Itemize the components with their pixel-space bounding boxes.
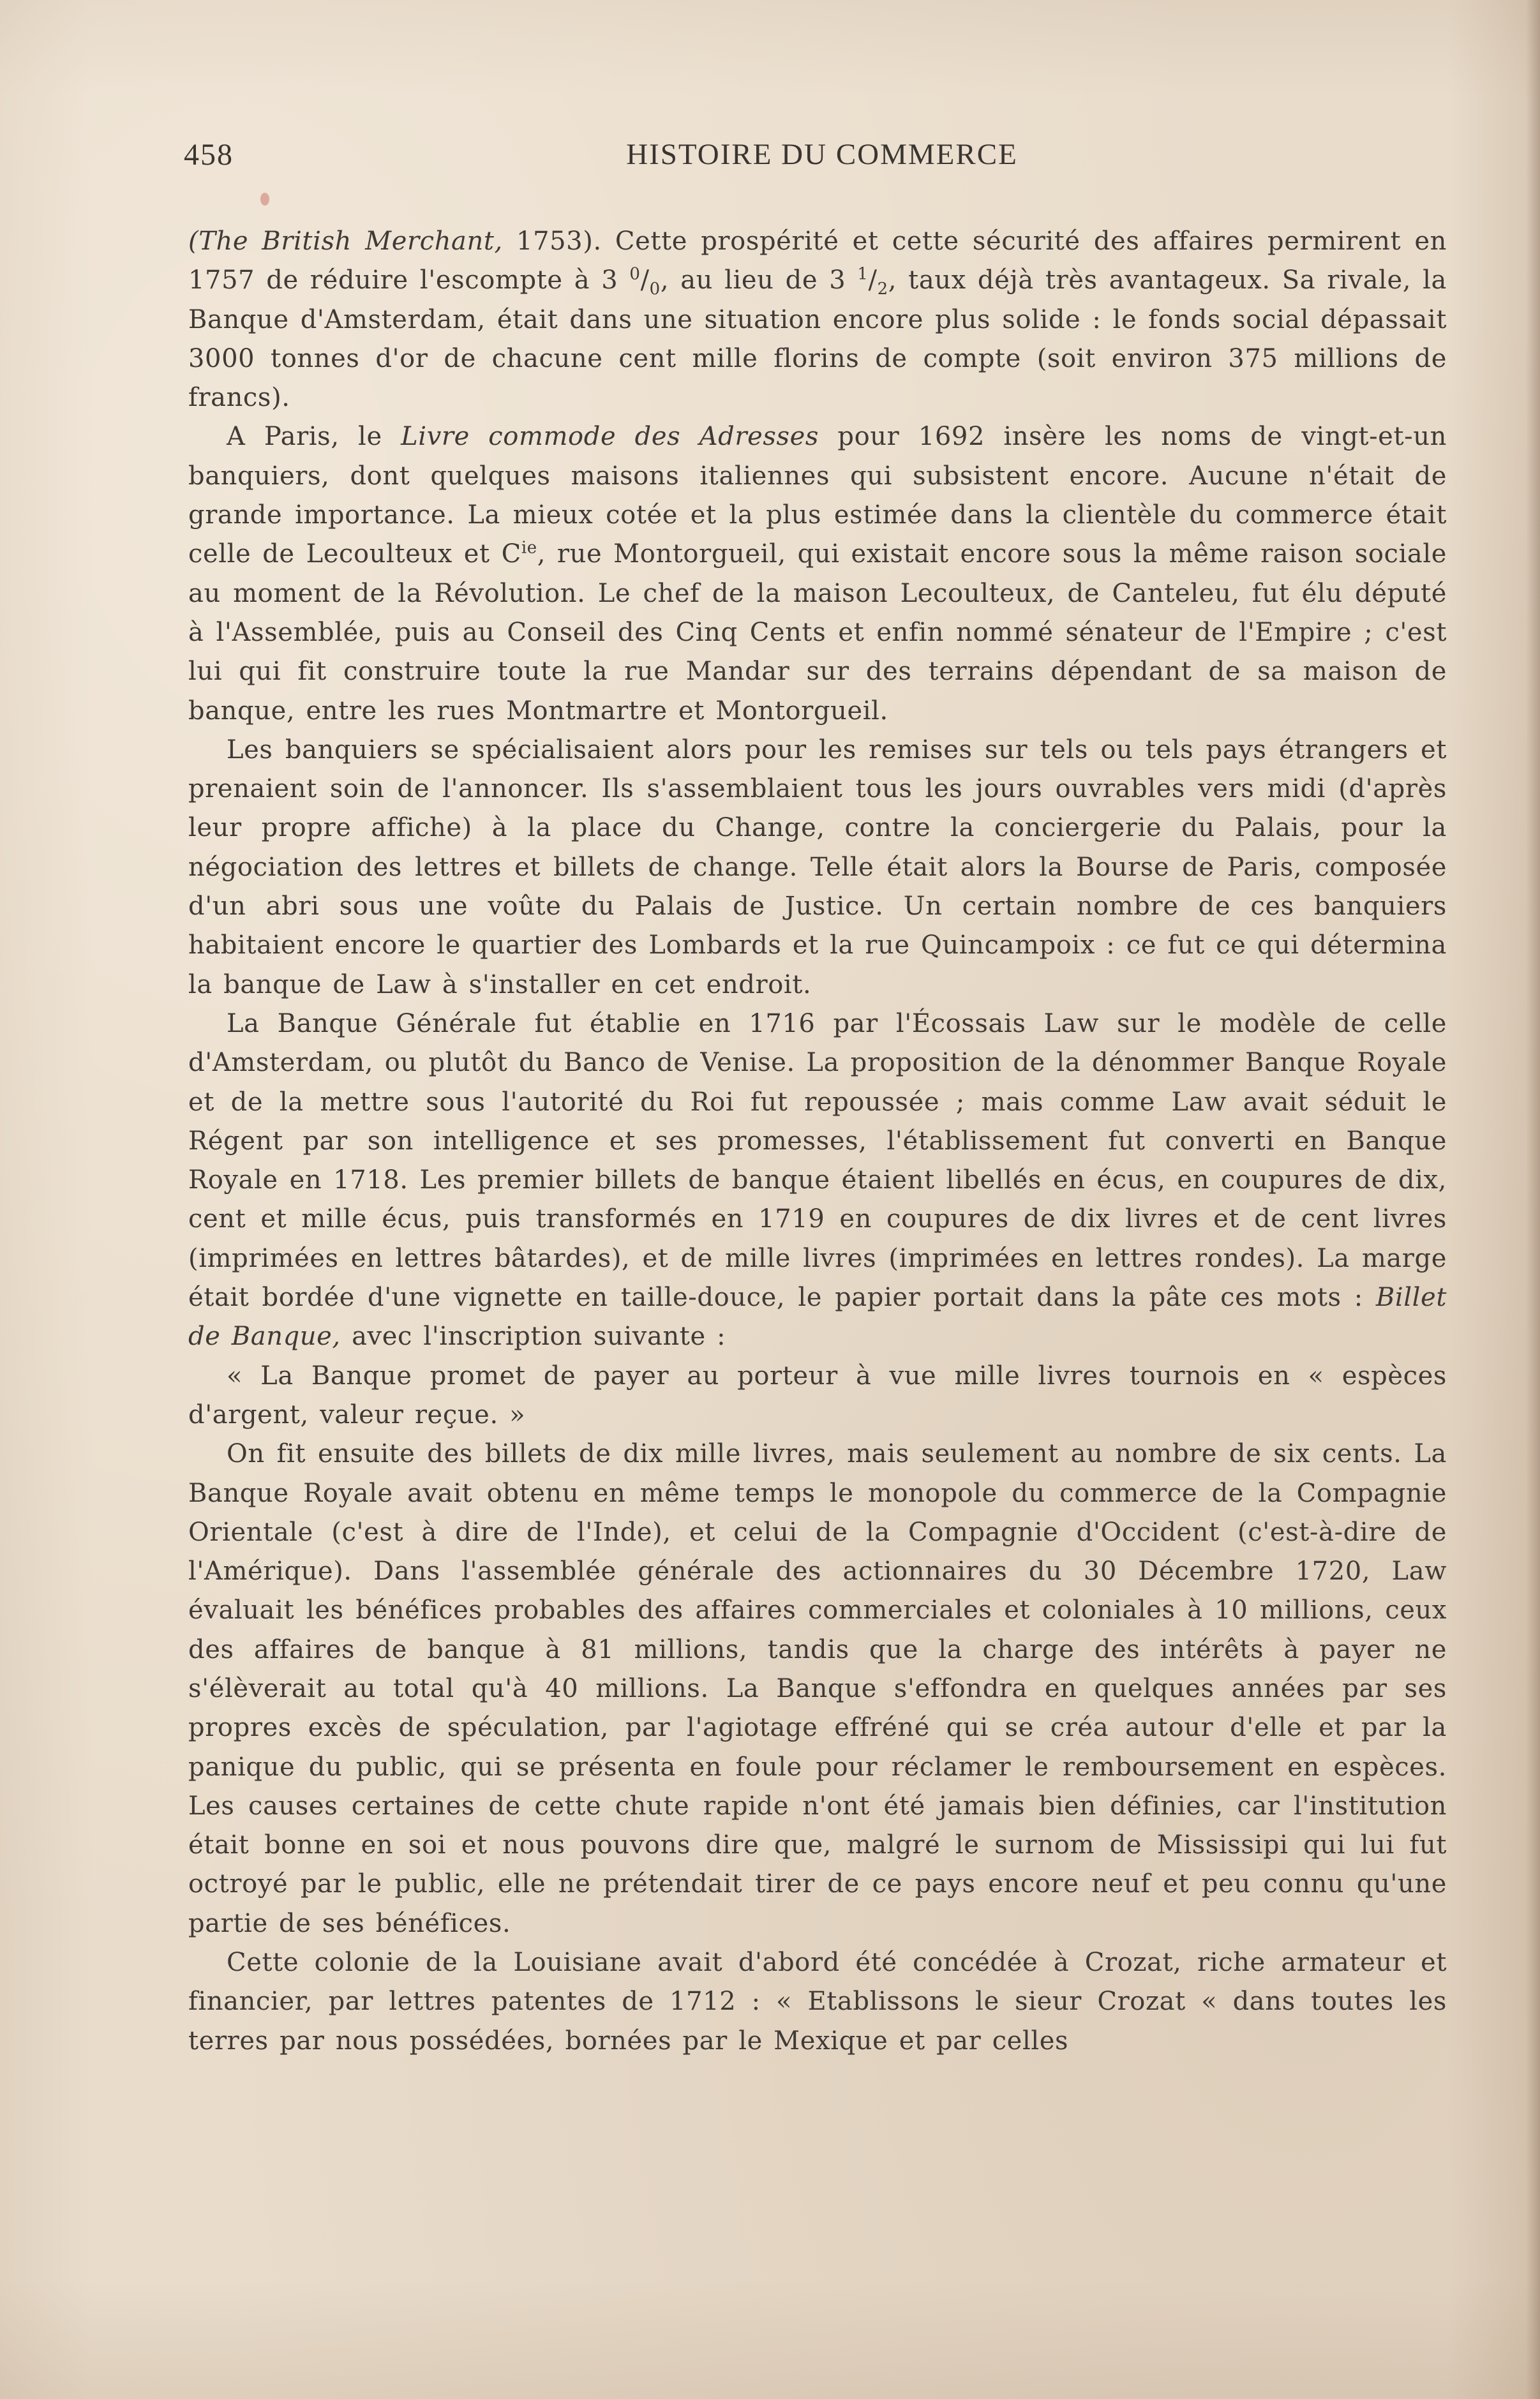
italic-title: Livre commode des Adresses [401, 422, 819, 452]
paragraph-p2 [188, 417, 1447, 730]
text-run: Cette colonie de la Louisiane avait d'abord été concédée à Crozat, riche armateur et financier, par lettres patentes de 1712 : « Etablissons le sieur Crozat « dans toutes les terres par nous possédées, bornées par le Mexique et par celles [188, 1948, 1447, 2056]
text-run: 0 [629, 264, 641, 284]
text-run: A Paris, le [227, 422, 401, 452]
italic-title: Billet de Banque, [188, 1283, 1447, 1352]
paragraph-p3 [188, 731, 1447, 1005]
running-head: HISTOIRE DU COMMERCE [626, 138, 1018, 171]
text-run: 1 [857, 264, 869, 284]
italic-title: (The British Merchant, [188, 227, 503, 256]
paragraph-p5 [188, 1357, 1447, 1435]
paragraph-p4 [188, 1005, 1447, 1357]
paragraph-p7 [188, 1943, 1447, 2061]
text-run: / [640, 265, 650, 295]
text-run: , rue Montorgueil, qui existait encore sous la même raison sociale au moment de la Révolution. Le chef de la maison Lecoulteux, de Canteleu, fut élu député à l'Assemblée, puis au Conseil des Cinq Cents et enfin nommé sénateur de l'Empire ; c'est lui qui fit construire toute la rue Mandar sur des terrains dépendant de sa maison de banque, entre les rues Montmartre et Montorgueil. [188, 539, 1447, 726]
page-number: 458 [184, 138, 234, 172]
paragraph-p1 [188, 222, 1447, 417]
text-run: Les banquiers se spécialisaient alors pour les remises sur tels ou tels pays étrangers et prenaient soin de l'annoncer. Ils s'assemblaient tous les jours ouvrables vers midi (d'après leur propre affiche) à la place du Change, contre la conciergerie du Palais, pour la négociation des lettres et billets de change. Telle était alors la Bourse de Paris, composée d'un abri sous une voûte du Palais de Justice. Un certain nombre de ces banquiers habitaient encore le quartier des Lombards et la rue Quincampoix : ce fut ce qui détermina la banque de Law à s'installer en cet endroit. [188, 735, 1447, 999]
text-run: « La Banque promet de payer au porteur à vue mille livres tournois en « espèces d'argent, valeur reçue. » [188, 1361, 1447, 1430]
text-run: La Banque Générale fut établie en 1716 par l'Écossais Law sur le modèle de celle d'Amsterdam, ou plutôt du Banco de Venise. La proposition de la dénommer Banque Royale et de la mettre sous l'autorité du Roi fut repoussée ; mais comme Law avait séduit le Régent par son intelligence et ses promesses, l'établissement fut converti en Banque Royale en 1718. Les premier billets de banque étaient libellés en écus, en coupures de dix, cent et mille écus, puis transformés en 1719 en coupures de dix livres et de cent livres (imprimées en lettres bâtardes), et de mille livres (imprimées en lettres rondes). La marge était bordée d'une vignette en taille-douce, le papier portait dans la pâte ces mots : [188, 1008, 1447, 1313]
page-edge-shadow [1526, 0, 1540, 2399]
text-run: pour 1692 insère les noms de vingt-et-un banquiers, dont quelques maisons italiennes qui subsistent encore. Aucune n'était de grande importance. La mieux cotée et la plus estimée dans la clientèle du commerce était celle de Lecoulteux et C [188, 422, 1447, 569]
text-run: On fit ensuite des billets de dix mille livres, mais seulement au nombre de six cents. La Banque Royale avait obtenu en même temps le monopole du commerce de la Compagnie Orientale (c'est à dire de l'Inde), et celui de la Compagnie d'Occident (c'est-à-dire de l'Amérique). Dans l'assemblée générale des actionnaires du 30 Décembre 1720, Law évaluait les bénéfices probables des affaires commerciales et coloniales à 10 millions, ceux des affaires de banque à 81 millions, tandis que la charge des intérêts à payer ne s'élèverait au total qu'à 40 millions. La Banque s'effondra en quelques années par ses propres excès de spéculation, par l'agiotage effréné qui se créa autour d'elle et par la panique du public, qui se présenta en foule pour réclamer le remboursement en espèces. Les causes certaines de cette chute rapide n'ont été jamais bien définies, car l'institution était bonne en soi et nous pouvons dire que, malgré le surnom de Mississipi qui lui fut octroyé par le public, elle ne prétendait tirer de ce pays encore neuf et peu connu qu'une partie de ses bénéfices. [188, 1439, 1447, 1938]
text-run: 0 [649, 280, 661, 299]
ink-mark [260, 193, 269, 206]
page-header [184, 137, 1451, 188]
body-text [188, 222, 1447, 2061]
paragraph-p6 [188, 1435, 1447, 1943]
text-run: / [868, 265, 878, 295]
text-run: ie [521, 539, 537, 558]
text-run: , au lieu de 3 [660, 265, 858, 295]
text-run: 1753). Cette prospérité et cette sécurité des affaires permirent en 1757 de réduire l'escompte à 3 [188, 227, 1447, 295]
text-run: 2 [877, 280, 888, 299]
text-run: , taux déjà très avantageux. Sa rivale, la Banque d'Amsterdam, était dans une situation encore plus solide : le fonds social dépassait 3000 tonnes d'or de chacune cent mille florins de compte (soit environ 375 millions de francs). [188, 265, 1447, 413]
text-run: avec l'inscription suivante : [340, 1322, 726, 1352]
